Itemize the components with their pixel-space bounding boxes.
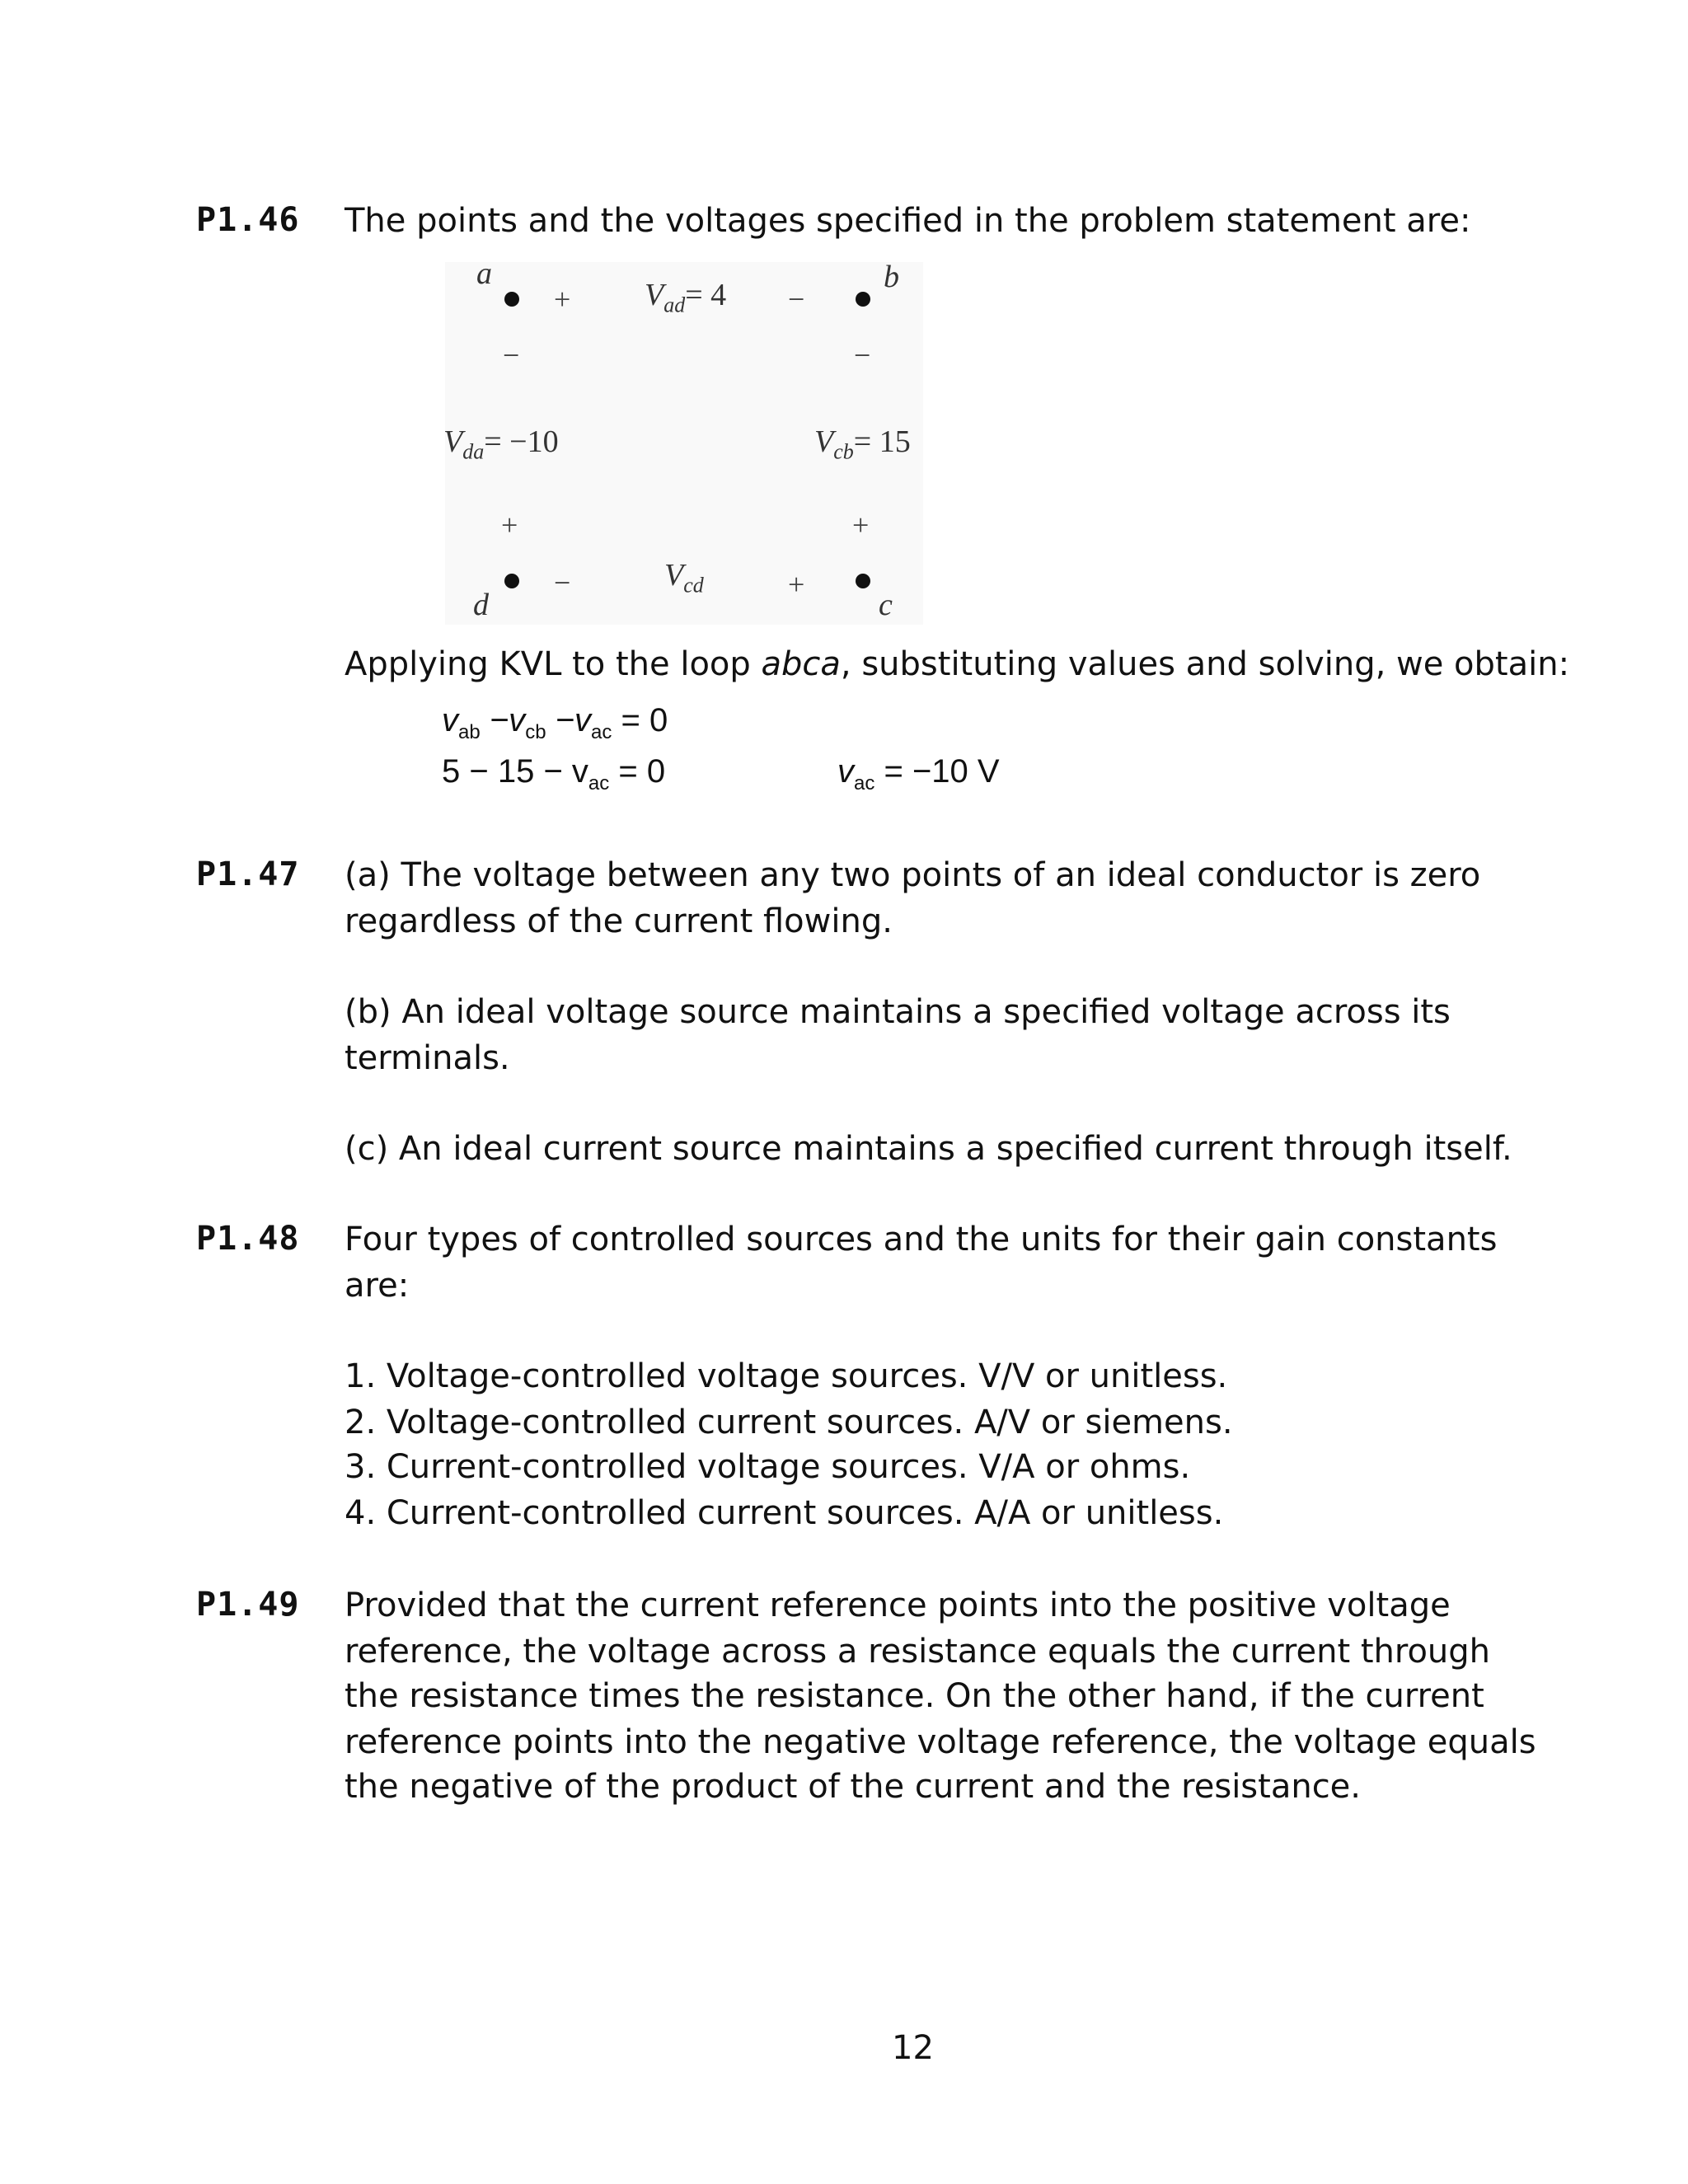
- sign-minus-ad: −: [788, 283, 805, 316]
- p148-intro-line1: Four types of controlled sources and the units for their gain constants: [345, 1221, 1498, 1258]
- list-item: 1. Voltage-controlled voltage sources. V/V or unitless.: [345, 1357, 1228, 1395]
- sign-minus-da: −: [503, 339, 520, 372]
- node-c-dot: [856, 574, 870, 588]
- v-ad-label: $V_{ad}= 4$: [645, 278, 727, 317]
- v-cd-label: $V_{cd}$: [664, 558, 704, 598]
- p149-line: the negative of the product of the current and the resistance.: [345, 1768, 1362, 1806]
- sign-minus-cb: −: [854, 339, 871, 372]
- problem-label-p146: P1.46: [196, 201, 300, 239]
- equation-substituted: $5 - 15 - v_{ac} = 0$: [442, 753, 666, 794]
- v-cb-label: $V_{cb}= 15$: [814, 424, 911, 464]
- problem-label-p147: P1.47: [196, 855, 300, 893]
- list-item: 2. Voltage-controlled current sources. A/V or siemens.: [345, 1404, 1233, 1441]
- p147-c-line1: (c) An ideal current source maintains a specified current through itself.: [345, 1130, 1512, 1168]
- node-b-label: b: [884, 260, 899, 294]
- equation-kvl: $v_{ab} -v_{cb} -v_{ac} = 0$: [442, 702, 668, 743]
- sign-plus-cd: +: [788, 568, 805, 601]
- node-a-dot: [504, 292, 519, 307]
- node-a-label: a: [476, 256, 492, 291]
- p149-line: the resistance times the resistance. On the other hand, if the current: [345, 1677, 1484, 1715]
- sign-plus-da: +: [501, 509, 518, 541]
- p148-intro-line2: are:: [345, 1267, 410, 1305]
- p149-line: reference, the voltage across a resistance equals the current through: [345, 1633, 1491, 1671]
- equation-result: $v_{ac} = -10$ V: [837, 753, 1000, 794]
- p147-b-line1: (b) An ideal voltage source maintains a specified voltage across its: [345, 993, 1451, 1031]
- node-b-dot: [856, 292, 870, 307]
- sign-minus-cd: −: [554, 566, 571, 599]
- p149-line: Provided that the current reference points into the positive voltage: [345, 1586, 1451, 1624]
- node-d-label: d: [473, 588, 489, 622]
- p147-a-line2: regardless of the current flowing.: [345, 902, 893, 940]
- v-da-label: $V_{da}= -10$: [443, 424, 559, 464]
- page-number: 12: [892, 2029, 934, 2067]
- p147-a-line1: (a) The voltage between any two points of an ideal conductor is zero: [345, 856, 1481, 894]
- sign-plus-cb: +: [852, 509, 870, 541]
- problem-label-p148: P1.48: [196, 1220, 300, 1258]
- list-item: 3. Current-controlled voltage sources. V/A or ohms.: [345, 1448, 1191, 1486]
- p146-intro: The points and the voltages specified in the problem statement are:: [345, 202, 1471, 240]
- node-d-dot: [504, 574, 519, 588]
- list-item: 4. Current-controlled current sources. A/A or unitless.: [345, 1494, 1224, 1532]
- problem-label-p149: P1.49: [196, 1586, 300, 1624]
- p146-kvl-text: Applying KVL to the loop abca, substituting values and solving, we obtain:: [345, 645, 1570, 683]
- sign-plus-ad: +: [554, 283, 571, 316]
- p147-b-line2: terminals.: [345, 1039, 510, 1077]
- p149-line: reference points into the negative voltage reference, the voltage equals: [345, 1723, 1536, 1761]
- node-c-label: c: [879, 588, 893, 622]
